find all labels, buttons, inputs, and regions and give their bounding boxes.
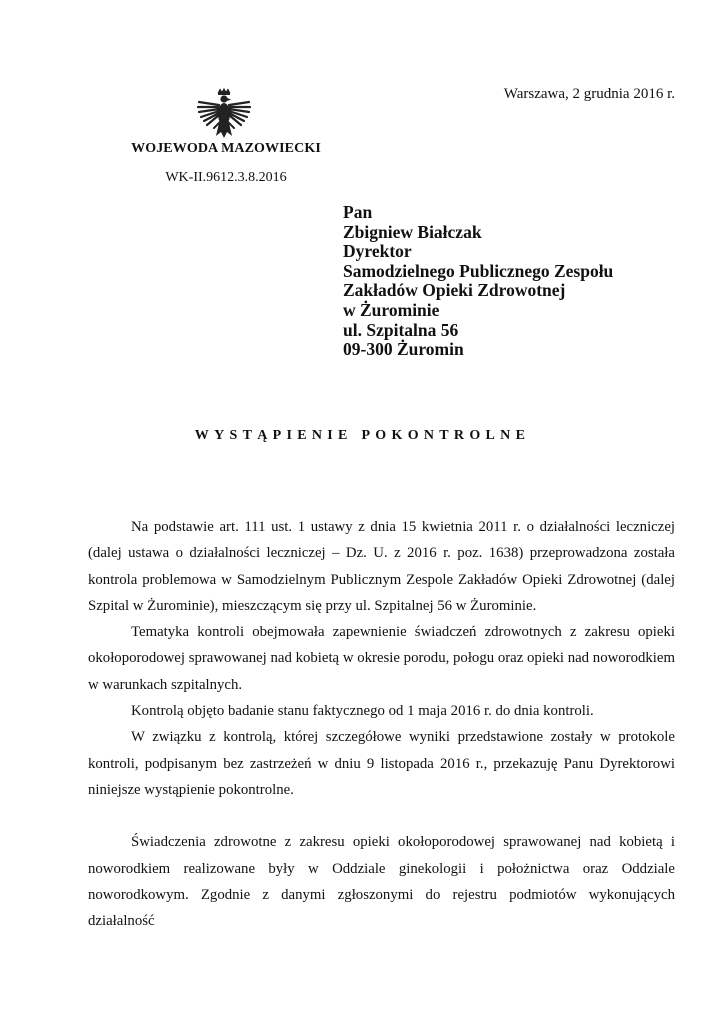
body-paragraph: Świadczenia zdrowotne z zakresu opieki okołoporodowej sprawowanej nad kobietą i noworodkiem realizowane były w Oddziale ginekologii i położnictwa oraz Oddziale noworodkowym. Zgodnie z danymi zgłoszonymi do rejestru podmiotów wykonujących działalność	[88, 834, 675, 930]
addressee-line: Zakładów Opieki Zdrowotnej	[343, 280, 566, 301]
addressee-line: 09-300 Żuromin	[343, 339, 464, 360]
addressee-line: ul. Szpitalna 56	[343, 319, 459, 340]
issuing-authority: WOJEWODA MAZOWIECKI	[131, 141, 321, 156]
addressee-block	[343, 203, 613, 360]
document-body	[88, 514, 675, 934]
addressee-line: w Żurominie	[343, 299, 440, 320]
place-date: Warszawa, 2 grudnia 2016 r.	[503, 86, 675, 102]
body-paragraph: Na podstawie art. 111 ust. 1 ustawy z dnia 15 kwietnia 2011 r. o działalności leczniczej (dalej ustawa o działalności leczniczej – Dz. U. z 2016 r. poz. 1638) przeprowadzona została kontrola problemowa w Samodzielnym Publicznym Zespole Zakładów Opieki Zdrowotnej (dalej Szpital w Żurominie), mieszczącym się przy ul. Szpitalnej 56 w Żurominie.	[88, 519, 675, 614]
document-title: WYSTĄPIENIE POKONTROLNE	[194, 428, 531, 443]
addressee-line: Samodzielnego Publicznego Zespołu	[343, 260, 614, 281]
polish-eagle-emblem-icon	[196, 88, 252, 144]
addressee-line: Pan	[343, 202, 373, 222]
body-paragraph: Tematyka kontroli obejmowała zapewnienie świadczeń zdrowotnych z zakresu opieki okołoporodowej sprawowanej nad kobietą w okresie porodu, połogu oraz opieki nad noworodkiem w warunkach szpitalnych.	[88, 624, 675, 693]
addressee-line: Dyrektor	[343, 241, 412, 262]
reference-number: WK-II.9612.3.8.2016	[165, 170, 287, 185]
addressee-line: Zbigniew Białczak	[343, 221, 482, 242]
body-paragraph: Kontrolą objęto badanie stanu faktycznego od 1 maja 2016 r. do dnia kontroli.	[131, 703, 594, 720]
body-paragraph: W związku z kontrolą, której szczegółowe wyniki przedstawione zostały w protokole kontroli, podpisanym bez zastrzeżeń w dniu 9 listopada 2016 r., przekazuję Panu Dyrektorowi niniejsze wystąpienie pokontrolne.	[88, 729, 675, 798]
